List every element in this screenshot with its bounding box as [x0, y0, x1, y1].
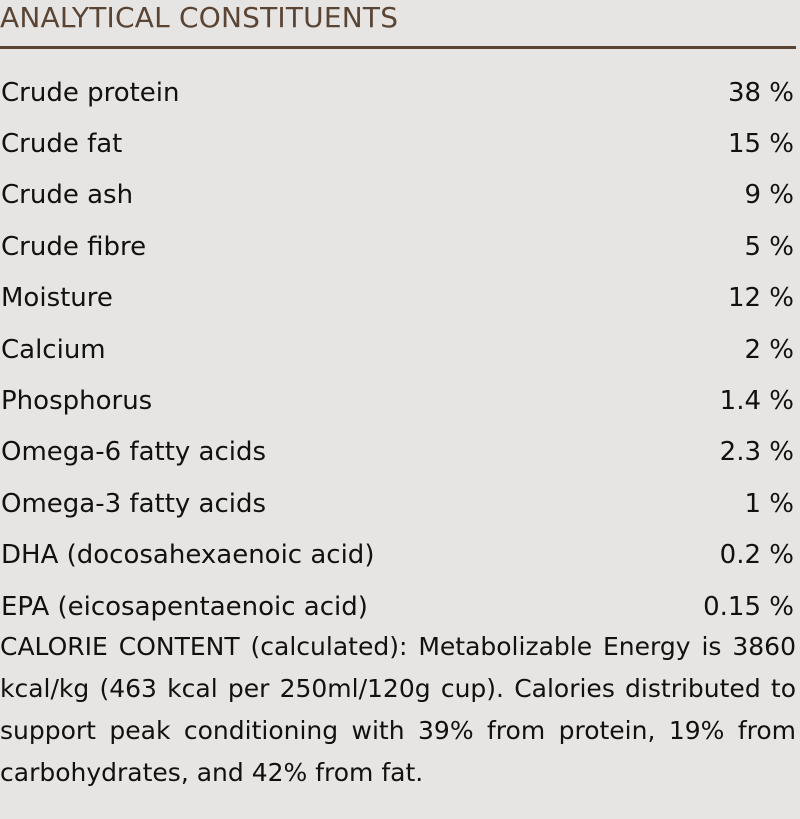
constituent-row [0, 581, 796, 632]
constituent-row [0, 530, 796, 581]
constituent-row [0, 221, 796, 272]
constituent-name: EPA (eicosapentaenoic acid) [1, 591, 368, 622]
constituent-name: Moisture [1, 283, 113, 314]
constituent-name: Omega-3 fatty acids [1, 488, 267, 519]
constituent-row [0, 427, 796, 478]
constituent-name: Crude ash [1, 180, 134, 211]
constituent-name: Calcium [1, 334, 106, 365]
constituent-value: 0.15 % [703, 591, 794, 622]
constituent-name: Omega-6 fatty acids [1, 437, 267, 468]
constituent-row [0, 478, 796, 529]
constituent-value: 38 % [727, 77, 794, 108]
constituent-value: 9 % [744, 180, 794, 211]
constituent-value: 2 % [744, 334, 794, 365]
constituent-name: Crude fat [1, 129, 123, 160]
constituent-value: 0.2 % [719, 540, 794, 571]
constituent-name: Crude protein [1, 77, 180, 108]
constituent-value: 12 % [727, 283, 794, 314]
constituent-row [0, 170, 796, 221]
calorie-content-text: CALORIE CONTENT (calculated): Metabolizable Energy is 3860 kcal/kg (463 kcal per 250ml/120g cup). Calories distributed to support peak conditioning with 39% from protein, 19% from carbohydrates, and 42% from fat. [0, 632, 796, 788]
constituent-value: 2.3 % [719, 437, 794, 468]
constituent-row [0, 67, 796, 118]
constituent-row [0, 324, 796, 375]
constituent-row [0, 375, 796, 426]
constituent-value: 1 % [744, 488, 794, 519]
section-title: ANALYTICAL CONSTITUENTS [0, 0, 796, 49]
constituent-name: Phosphorus [1, 386, 153, 417]
constituent-row [0, 273, 796, 324]
constituent-name: Crude fibre [1, 231, 147, 262]
constituent-name: DHA (docosahexaenoic acid) [1, 540, 375, 571]
constituents-list [0, 67, 796, 632]
constituent-value: 5 % [744, 231, 794, 262]
constituent-value: 1.4 % [719, 386, 794, 417]
constituent-row [0, 118, 796, 169]
constituent-value: 15 % [727, 129, 794, 160]
